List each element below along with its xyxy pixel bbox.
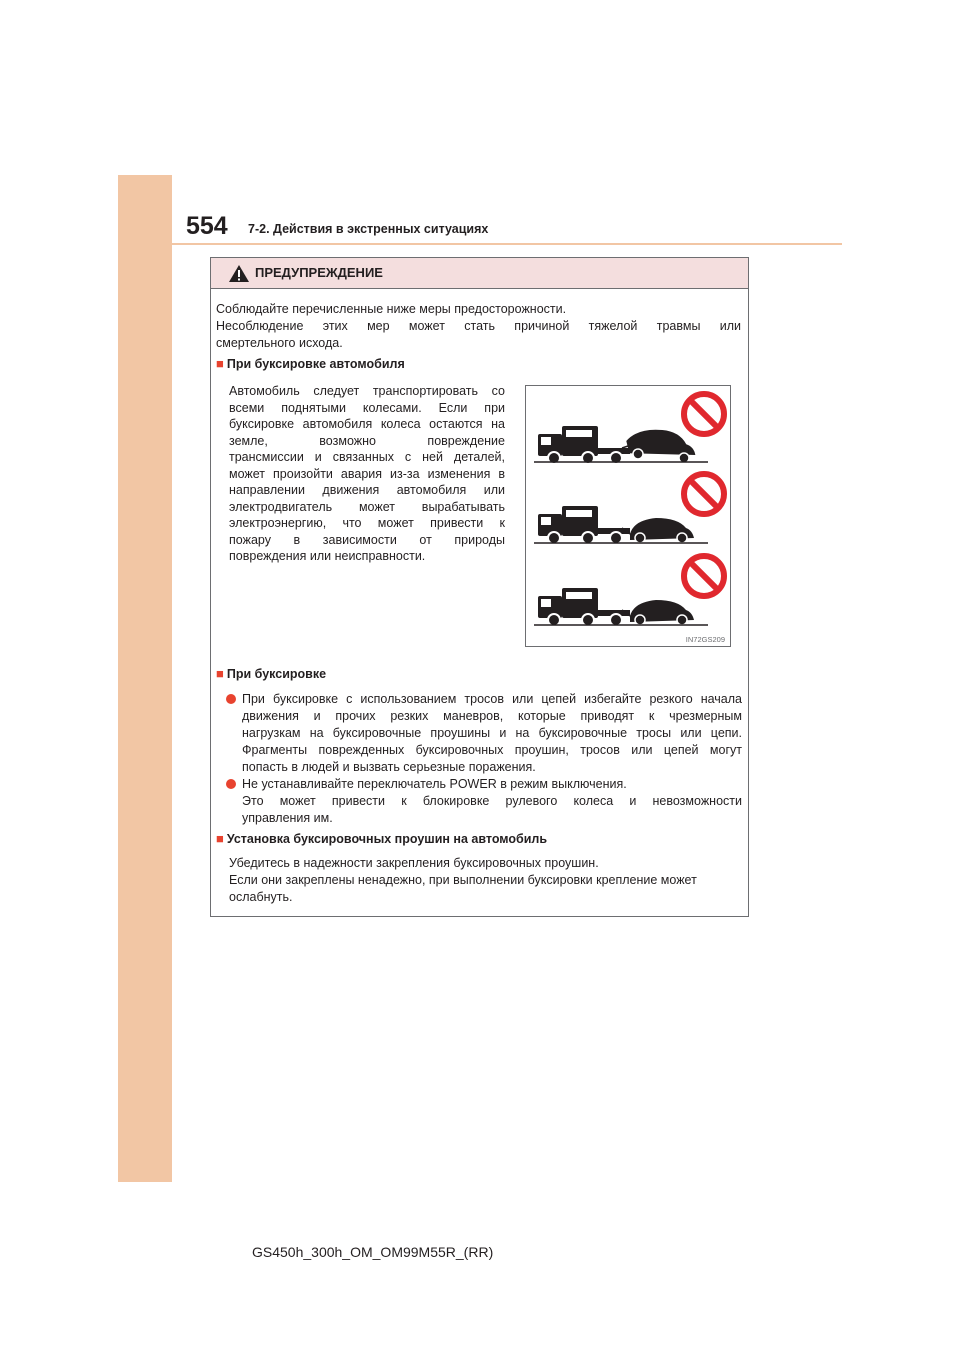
section-towing-vehicle-heading: ■ При буксировке автомобиля (216, 356, 405, 371)
page-number: 554 (186, 212, 228, 240)
prohibited-sign-icon (684, 556, 724, 596)
bullet1-text-line: движения и прочих резких маневров, которые приводят к чрезмерным (242, 709, 742, 723)
section1-text-line: всеми поднятыми колесами. Если при (229, 400, 505, 415)
side-color-strip (118, 175, 172, 1182)
prohibited-sign-icon (684, 394, 724, 434)
section-tow-eyelet-heading: ■ Установка буксировочных проушин на автомобиль (216, 831, 548, 846)
warning-title: ПРЕДУПРЕЖДЕНИЕ (255, 265, 383, 280)
bullet2-line1: Не устанавливайте переключатель POWER в режим выключения. (242, 777, 627, 791)
section-title: 7-2. Действия в экстренных ситуациях (248, 222, 489, 236)
section3-line1: Убедитесь в надежности закрепления буксировочных проушин. (229, 856, 599, 870)
document-code: GS450h_300h_OM_OM99M55R_(RR) (252, 1244, 494, 1260)
section1-text-line: повреждения или неисправности. (229, 549, 426, 563)
bullet1-text-line: попасть в людей и вызвать серьезные поражения. (242, 760, 536, 774)
bullet-dot-icon (226, 779, 236, 789)
section1-text-line: Автомобиль следует транспортировать со (229, 384, 505, 398)
section-towing-heading: ■ При буксировке (216, 666, 327, 681)
bullet-dot-icon (226, 694, 236, 704)
tow-truck-icon (538, 426, 630, 464)
prohibited-sign-icon (684, 474, 724, 514)
tow-truck-icon (538, 588, 630, 626)
warning-intro-line1: Соблюдайте перечисленные ниже меры предосторожности. (216, 302, 567, 316)
header-rule (172, 243, 842, 245)
section1-text-line: электродвигатель может вырабатывать (229, 499, 505, 514)
section1-text-line: электроэнергию, что может привести к (229, 516, 505, 530)
section1-text-line: может произойти авария из-за изменения в (229, 466, 505, 481)
square-bullet-icon: ■ (216, 831, 224, 846)
section1-text-line: земле, возможно повреждение (229, 433, 505, 448)
section1-text-line: направлении движения автомобиля или (229, 483, 505, 497)
towing-illustration (525, 385, 731, 647)
square-bullet-icon: ■ (216, 666, 224, 681)
bullet1-text-line: Фрагменты поврежденных буксировочных проушин, тросов или цепей могут (242, 743, 742, 757)
tow-truck-icon (538, 506, 630, 544)
section3-line3: ослабнуть. (229, 890, 293, 904)
square-bullet-icon: ■ (216, 356, 224, 371)
section1-text-line: трансмиссии и связанных с ней деталей, (229, 450, 505, 464)
section1-text-line: пожару в зависимости от природы (229, 532, 505, 547)
warning-intro-line2b: смертельного исхода. (216, 336, 343, 350)
bullet2-line3: управления им. (242, 811, 333, 825)
warning-header (211, 258, 748, 289)
bullet2-line2: Это может привести к блокировке рулевого колеса и невозможности (242, 794, 742, 808)
bullet1-text-line: нагрузкам на буксировочные проушины и на буксировочные тросы или цепи. (242, 726, 742, 740)
towing-prohibited-figures (526, 386, 730, 646)
section3-line2: Если они закреплены ненадежно, при выполнении буксировки крепление может (229, 873, 697, 887)
warning-intro-line2a: Несоблюдение этих мер может стать причиной тяжелой травмы или (216, 319, 741, 333)
illustration-code: IN72GS209 (685, 635, 725, 644)
warning-triangle-icon (228, 264, 250, 283)
bullet1-text-line: При буксировке с использованием тросов или цепей избегайте резкого начала (242, 692, 742, 706)
section1-text-line: буксировке автомобиля колеса остаются на (229, 417, 505, 431)
